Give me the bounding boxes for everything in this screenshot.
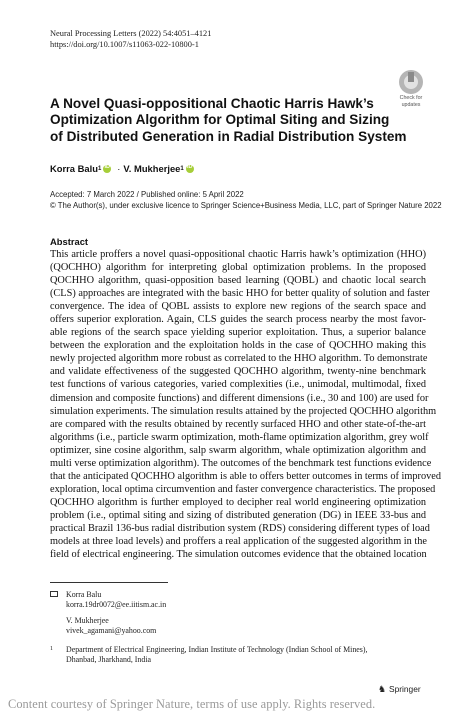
copyright-notice: © The Author(s), under exclusive licence to Springer Science+Business Media, LLC, part of Springer Nature 2022 [50,200,442,210]
contact-email[interactable]: vivek_agamani@yahoo.com [66,626,157,636]
abstract-line: able regions of the search space yielding superior exploitation. Thus, a superior balance [50,327,426,339]
check-for-updates-badge[interactable] [394,70,428,108]
abstract-line: exploration, local optima circumvention and faster convergence characteristics. The proposed [50,483,436,495]
author-separator: · [117,163,121,174]
springer-horse-icon: ♞ [378,683,387,694]
author-name[interactable]: V. Mukherjee [123,163,181,174]
title-line: of Distributed Generation in Radial Distribution System [50,128,407,144]
author-list: Korra Balu 1 iD · V. Mukherjee 1 iD [50,163,193,174]
abstract-line: convergence. The idea of QOBL assists to explore new regions of the search space and [50,301,426,313]
check-for-updates-label-2: updates [401,102,421,108]
journal-volume: Neural Processing Letters (2022) 54:4051–4121 [50,29,212,38]
check-for-updates-icon [399,70,423,94]
abstract-body [50,248,441,561]
abstract-line: field of electrical engineering. The simulation outcomes evidence that the obtained location [50,549,427,561]
contact-name: V. Mukherjee [66,616,109,625]
abstract-line: practical Brazil 136-bus radial distribution system (RDS) considering different types of load [50,522,430,534]
affiliation-line: Dhanbad, Jharkhand, India [66,655,152,665]
affiliation-line: Department of Electrical Engineering, Indian Institute of Technology (Indian School of Mines), [66,645,368,654]
abstract-line: This article proffers a novel quasi-oppositional chaotic Harris hawk’s optimization (HHO) [50,249,426,260]
affiliation-mark: 1 [50,646,53,652]
abstract-line: simulation experiments. The simulation results attained by the projected QOCHHO algorithm [50,405,437,417]
abstract-heading: Abstract [50,236,89,247]
footnote-divider [50,582,168,583]
abstract-line: QOCHHO algorithm is further employed to decipher real world engineering optimization [50,496,426,508]
publisher-logo [378,684,421,694]
title-line: Optimization Algorithm for Optimal Siting and Sizing [50,112,390,128]
abstract-line: models at three load levels) and proffers a real application of the suggested algorithm in the [50,536,427,548]
envelope-icon [50,591,58,597]
abstract-line: are compared with the results obtained by recently surfaced HHO and other state-of-the-art [50,418,426,430]
abstract-line: (CLS) approaches are integrated with the basic HHO for better quality of solution and faster [50,288,430,300]
abstract-line: test functions of various categories, varied complexities (i.e., unimodal, multimodal, fixed [50,379,426,391]
journal-citation [50,28,211,50]
orcid-icon[interactable]: iD [103,165,111,173]
abstract-line: optimizer, sine cosine algorithm, salp swarm algorithm, whale optimization algorithm and [50,444,426,456]
abstract-line: that the anticipated QOCHHO algorithm is able to offers better outcomes in terms of improved [50,470,441,482]
paper-title [50,96,407,145]
courtesy-notice: Content courtesy of Springer Nature, terms of use apply. Rights reserved. [8,697,376,711]
contact-name: Korra Balu [66,590,102,599]
orcid-icon[interactable]: iD [186,165,194,173]
abstract-line: and validate effectiveness of the suggested QOCHHO algorithm, twenty-nine benchmark [50,366,426,378]
title-line: A Novel Quasi-oppositional Chaotic Harris Hawk’s [50,96,374,111]
abstract-line: offers superior exploration. Again, CLS guides the search process nearby the most favor- [50,314,426,326]
abstract-line: between the exploration and the exploitation holds in the case of QOCHHO making this [50,340,426,352]
doi-link[interactable]: https://doi.org/10.1007/s11063-022-10800-1 [50,40,199,49]
abstract-line: dimension and composite functions) and different dimensions (i.e., 30 and 100) are used for [50,392,429,404]
author-name[interactable]: Korra Balu [50,163,98,174]
publisher-name: Springer [389,684,421,694]
check-for-updates-label-1: Check for [399,95,423,101]
abstract-line: QOCHHO algorithm, quasi-opposition based learning (QOBL) and chaotic local search [50,275,426,287]
accepted-published-dates: Accepted: 7 March 2022 / Published online: 5 April 2022 [50,190,244,199]
abstract-line: newly projected algorithm more robust as correlated to the HHO algorithm. To demonstrate [50,353,428,365]
publication-dates [50,190,442,211]
abstract-line: (QOCHHO) algorithm for interpreting global optimization problems. In the proposed [50,262,426,274]
abstract-line: problem (i.e., optimal siting and sizing of distributed generation (DG) in IEEE 33-bus and [50,509,426,521]
contact-email[interactable]: korra.19dr0072@ee.iitism.ac.in [66,600,167,610]
abstract-line: algorithms (i.e., particle swarm optimization, moth-flame optimization algorithm, grey wolf [50,431,429,443]
abstract-line: multi verse optimization algorithm). The outcomes of the benchmark test functions evidence [50,457,432,469]
